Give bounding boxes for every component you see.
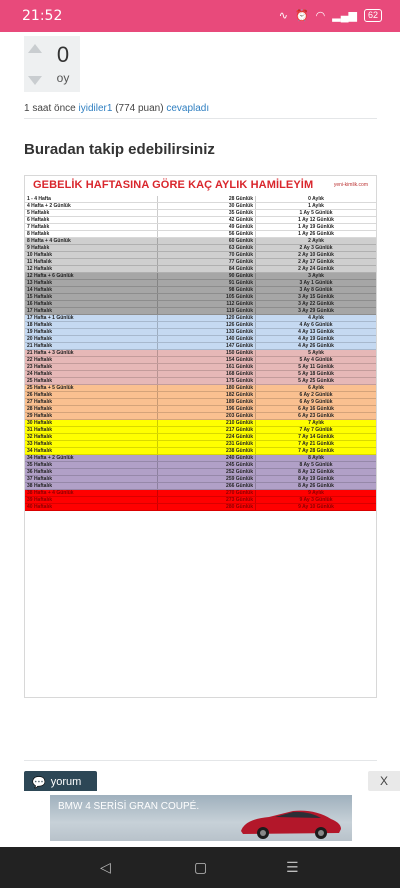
comment-icon: 💬 (32, 776, 46, 789)
answer-user-link[interactable]: iyidiler1 (78, 103, 113, 114)
table-cell-days: 112 Günlük (158, 301, 256, 307)
table-row (25, 238, 376, 245)
table-cell-days: 217 Günlük (158, 427, 256, 433)
table-cell-days: 280 Günlük (158, 504, 256, 510)
table-cell-week: 7 Haftalık (25, 224, 158, 230)
table-cell-months: 2 Ay 24 Günlük (298, 266, 334, 272)
table-cell-days: 126 Günlük (158, 322, 256, 328)
answer-meta (24, 103, 209, 114)
table-cell-days: 245 Günlük (158, 462, 256, 468)
table-cell-months: 3 Ay 29 Günlük (298, 308, 334, 314)
table-row (25, 469, 376, 476)
table-cell-days: 189 Günlük (158, 399, 256, 405)
table-row (25, 224, 376, 231)
table-cell-week: 19 Haftalık (25, 329, 158, 335)
table-cell-months: 6 Ay 16 Günlük (298, 406, 334, 412)
table-cell-months: 8 Ay 26 Günlük (298, 483, 334, 489)
navigation-bar (0, 847, 400, 888)
table-row (25, 371, 376, 378)
table-cell-months: 5 Ay 4 Günlük (299, 357, 333, 363)
table-cell-months: 4 Ay 26 Günlük (298, 343, 334, 349)
table-cell-months: 9 Ay 10 Günlük (298, 504, 334, 510)
table-cell-days: 35 Günlük (158, 210, 256, 216)
table-cell-week: 12 Hafta + 6 Günlük (25, 273, 158, 279)
table-cell-week: 20 Haftalık (25, 336, 158, 342)
table-cell-week: 28 Haftalık (25, 406, 158, 412)
table-cell-week: 15 Haftalık (25, 294, 158, 300)
table-cell-week: 38 Hafta + 4 Günlük (25, 490, 158, 496)
table-cell-week: 24 Haftalık (25, 371, 158, 377)
table-cell-days: 49 Günlük (158, 224, 256, 230)
table-row (25, 364, 376, 371)
table-cell-days: 120 Günlük (158, 315, 256, 321)
table-row (25, 441, 376, 448)
table-cell-days: 210 Günlük (158, 420, 256, 426)
table-cell-week: 1 - 4 Hafta (25, 196, 158, 202)
table-row (25, 217, 376, 224)
table-cell-week: 36 Haftalık (25, 469, 158, 475)
table-cell-week: 22 Haftalık (25, 357, 158, 363)
table-cell-week: 29 Haftalık (25, 413, 158, 419)
table-cell-week: 8 Hafta + 4 Günlük (25, 238, 158, 244)
table-cell-days: 231 Günlük (158, 441, 256, 447)
table-cell-week: 26 Haftalık (25, 392, 158, 398)
table-row (25, 294, 376, 301)
table-cell-months: 3 Ay 15 Günlük (298, 294, 334, 300)
table-row (25, 392, 376, 399)
table-row (25, 462, 376, 469)
ad-close-button[interactable]: X (368, 771, 400, 791)
table-cell-days: 238 Günlük (158, 448, 256, 454)
table-cell-week: 16 Haftalık (25, 301, 158, 307)
table-cell-week: 34 Haftalık (25, 448, 158, 454)
table-cell-months: 3 Aylık (308, 273, 324, 279)
table-cell-days: 203 Günlük (158, 413, 256, 419)
table-cell-week: 23 Haftalık (25, 364, 158, 370)
divider (24, 760, 377, 761)
back-icon[interactable]: ◁ (100, 859, 111, 875)
table-cell-week: 8 Haftalık (25, 231, 158, 237)
table-cell-week: 31 Haftalık (25, 427, 158, 433)
table-cell-days: 70 Günlük (158, 252, 256, 258)
table-row (25, 420, 376, 427)
table-row (25, 252, 376, 259)
answer-user-points: (774 puan) (115, 103, 164, 114)
table-row (25, 210, 376, 217)
table-row (25, 350, 376, 357)
table-cell-months: 3 Ay 22 Günlük (298, 301, 334, 307)
table-row (25, 476, 376, 483)
table-cell-days: 30 Günlük (158, 203, 256, 209)
table-cell-months: 4 Ay 13 Günlük (298, 329, 334, 335)
table-cell-months: 8 Ay 19 Günlük (298, 476, 334, 482)
table-cell-months: 2 Aylık (308, 238, 324, 244)
table-cell-months: 5 Aylık (308, 350, 324, 356)
vibrate-icon: ∿ (278, 10, 288, 22)
table-cell-week: 35 Haftalık (25, 462, 158, 468)
table-row (25, 196, 376, 203)
table-cell-months: 2 Ay 17 Günlük (298, 259, 334, 265)
table-cell-week: 17 Haftalık (25, 308, 158, 314)
table-cell-months: 1 Ay 5 Günlük (299, 210, 333, 216)
table-cell-months: 5 Ay 25 Günlük (298, 378, 334, 384)
table-cell-days: 77 Günlük (158, 259, 256, 265)
table-cell-days: 63 Günlük (158, 245, 256, 251)
table-cell-days: 60 Günlük (158, 238, 256, 244)
table-cell-week: 9 Haftalık (25, 245, 158, 251)
table-cell-week: 25 Hafta + 5 Günlük (25, 385, 158, 391)
table-row (25, 259, 376, 266)
table-cell-week: 25 Haftalık (25, 378, 158, 384)
table-cell-months: 7 Ay 21 Günlük (298, 441, 334, 447)
alarm-icon: ⏰ (294, 10, 309, 22)
table-site: yeni-kimlik.com (333, 182, 368, 188)
table-cell-days: 168 Günlük (158, 371, 256, 377)
wifi-icon: ◠ (315, 10, 326, 22)
table-row (25, 413, 376, 420)
table-row (25, 336, 376, 343)
status-bar (0, 0, 400, 32)
table-cell-days: 259 Günlük (158, 476, 256, 482)
table-cell-week: 21 Hafta + 3 Günlük (25, 350, 158, 356)
battery-icon: 62 (364, 9, 382, 22)
vote-box (24, 36, 80, 92)
vote-label: oy (56, 71, 70, 85)
table-row (25, 315, 376, 322)
table-cell-months: 4 Ay 19 Günlük (298, 336, 334, 342)
table-cell-days: 161 Günlük (158, 364, 256, 370)
table-cell-week: 37 Haftalık (25, 476, 158, 482)
table-row (25, 434, 376, 441)
table-row (25, 497, 376, 504)
table-row (25, 280, 376, 287)
table-cell-months: 1 Aylık (308, 203, 324, 209)
table-cell-week: 30 Haftalık (25, 420, 158, 426)
table-row (25, 448, 376, 455)
table-cell-months: 7 Ay 7 Günlük (299, 427, 333, 433)
vote-down-icon[interactable] (28, 76, 42, 85)
table-cell-week: 18 Haftalık (25, 322, 158, 328)
table-cell-week: 32 Haftalık (25, 434, 158, 440)
table-rows (25, 196, 376, 511)
table-cell-months: 6 Ay 9 Günlük (299, 399, 333, 405)
recents-icon[interactable]: ☰ (286, 859, 299, 875)
table-cell-months: 7 Ay 14 Günlük (298, 434, 334, 440)
table-cell-days: 119 Günlük (158, 308, 256, 314)
table-row (25, 490, 376, 497)
table-cell-week: 10 Haftalık (25, 252, 158, 258)
table-cell-days: 182 Günlük (158, 392, 256, 398)
ad-area (0, 791, 400, 847)
table-cell-months: 9 Aylık (308, 490, 324, 496)
table-cell-week: 12 Haftalık (25, 266, 158, 272)
home-icon[interactable]: ▢ (194, 859, 208, 875)
table-cell-days: 196 Günlük (158, 406, 256, 412)
table-cell-week: 39 Haftalık (25, 497, 158, 503)
table-cell-days: 270 Günlük (158, 490, 256, 496)
table-cell-week: 14 Haftalık (25, 287, 158, 293)
table-cell-months: 1 Ay 26 Günlük (298, 231, 334, 237)
table-cell-days: 240 Günlük (158, 455, 256, 461)
table-cell-days: 42 Günlük (158, 217, 256, 223)
table-row (25, 483, 376, 490)
table-title-bar (25, 176, 376, 196)
table-cell-months: 3 Ay 8 Günlük (299, 287, 333, 293)
status-time: 21:52 (22, 8, 63, 24)
table-cell-days: 140 Günlük (158, 336, 256, 342)
answer-heading: Buradan takip edebilirsiniz (24, 141, 215, 158)
table-cell-months: 7 Aylık (308, 420, 324, 426)
ad-text: BMW 4 SERİSİ GRAN COUPÉ. (58, 801, 200, 812)
table-row (25, 203, 376, 210)
table-cell-months: 6 Ay 2 Günlük (299, 392, 333, 398)
table-cell-months: 0 Aylık (308, 196, 324, 202)
table-cell-months: 7 Ay 28 Günlük (298, 448, 334, 454)
table-cell-week: 34 Hafta + 2 Günlük (25, 455, 158, 461)
table-cell-days: 224 Günlük (158, 434, 256, 440)
status-icons (279, 9, 382, 22)
table-cell-months: 6 Ay 23 Günlük (298, 413, 334, 419)
table-cell-week: 4 Hafta + 2 Günlük (25, 203, 158, 209)
table-cell-week: 11 Haftalık (25, 259, 158, 265)
table-cell-months: 2 Ay 3 Günlük (299, 245, 333, 251)
vote-up-icon[interactable] (28, 44, 42, 53)
table-row (25, 273, 376, 280)
table-cell-days: 147 Günlük (158, 343, 256, 349)
table-row (25, 308, 376, 315)
table-cell-months: 1 Ay 19 Günlük (298, 224, 334, 230)
answer-time: 1 saat önce (24, 103, 76, 114)
table-title: GEBELİK HAFTASINA GÖRE KAÇ AYLIK HAMİLEYİM (33, 179, 314, 191)
answer-action-link[interactable]: cevapladı (166, 103, 210, 114)
signal-icon: ▂▄▆ (332, 10, 357, 22)
table-row (25, 385, 376, 392)
pregnancy-table-image[interactable] (24, 175, 377, 698)
table-cell-days: 98 Günlük (158, 287, 256, 293)
table-cell-days: 56 Günlük (158, 231, 256, 237)
table-cell-months: 8 Ay 5 Günlük (299, 462, 333, 468)
table-cell-days: 133 Günlük (158, 329, 256, 335)
table-row (25, 343, 376, 350)
comment-button[interactable] (24, 771, 97, 793)
car-image (235, 807, 345, 839)
table-cell-week: 27 Haftalık (25, 399, 158, 405)
table-row (25, 245, 376, 252)
table-cell-days: 84 Günlük (158, 266, 256, 272)
table-row (25, 357, 376, 364)
table-cell-months: 5 Ay 11 Günlük (298, 364, 334, 370)
table-cell-months: 8 Ay 12 Günlük (298, 469, 334, 475)
table-cell-week: 17 Hafta + 1 Günlük (25, 315, 158, 321)
table-cell-months: 4 Aylık (308, 315, 324, 321)
table-row (25, 266, 376, 273)
table-cell-days: 266 Günlük (158, 483, 256, 489)
table-cell-week: 6 Haftalık (25, 217, 158, 223)
table-cell-months: 4 Ay 6 Günlük (299, 322, 333, 328)
table-row (25, 504, 376, 511)
table-cell-months: 6 Aylık (308, 385, 324, 391)
table-cell-week: 40 Haftalık (25, 504, 158, 510)
comment-button-label: yorum (50, 776, 82, 788)
table-cell-months: 5 Ay 18 Günlük (298, 371, 334, 377)
table-row (25, 399, 376, 406)
table-row (25, 301, 376, 308)
table-cell-months: 3 Ay 1 Günlük (299, 280, 333, 286)
table-cell-days: 175 Günlük (158, 378, 256, 384)
table-row (25, 231, 376, 238)
table-cell-week: 13 Haftalık (25, 280, 158, 286)
table-cell-week: 21 Haftalık (25, 343, 158, 349)
table-row (25, 322, 376, 329)
table-cell-months: 2 Ay 10 Günlük (298, 252, 334, 258)
table-row (25, 329, 376, 336)
table-cell-days: 180 Günlük (158, 385, 256, 391)
table-row (25, 406, 376, 413)
table-cell-days: 28 Günlük (158, 196, 256, 202)
table-cell-week: 33 Haftalık (25, 441, 158, 447)
table-cell-days: 273 Günlük (158, 497, 256, 503)
ad-banner[interactable] (50, 795, 352, 841)
table-cell-days: 105 Günlük (158, 294, 256, 300)
table-cell-months: 1 Ay 12 Günlük (298, 217, 334, 223)
table-cell-week: 38 Haftalık (25, 483, 158, 489)
table-row (25, 378, 376, 385)
table-cell-days: 252 Günlük (158, 469, 256, 475)
table-row (25, 427, 376, 434)
table-cell-days: 150 Günlük (158, 350, 256, 356)
table-row (25, 455, 376, 462)
divider (24, 118, 377, 119)
table-cell-months: 8 Aylık (308, 455, 324, 461)
table-cell-months: 9 Ay 3 Günlük (299, 497, 333, 503)
table-cell-week: 5 Haftalık (25, 210, 158, 216)
table-cell-days: 90 Günlük (158, 273, 256, 279)
table-cell-days: 91 Günlük (158, 280, 256, 286)
table-row (25, 287, 376, 294)
vote-count: 0 (56, 42, 70, 67)
table-cell-days: 154 Günlük (158, 357, 256, 363)
